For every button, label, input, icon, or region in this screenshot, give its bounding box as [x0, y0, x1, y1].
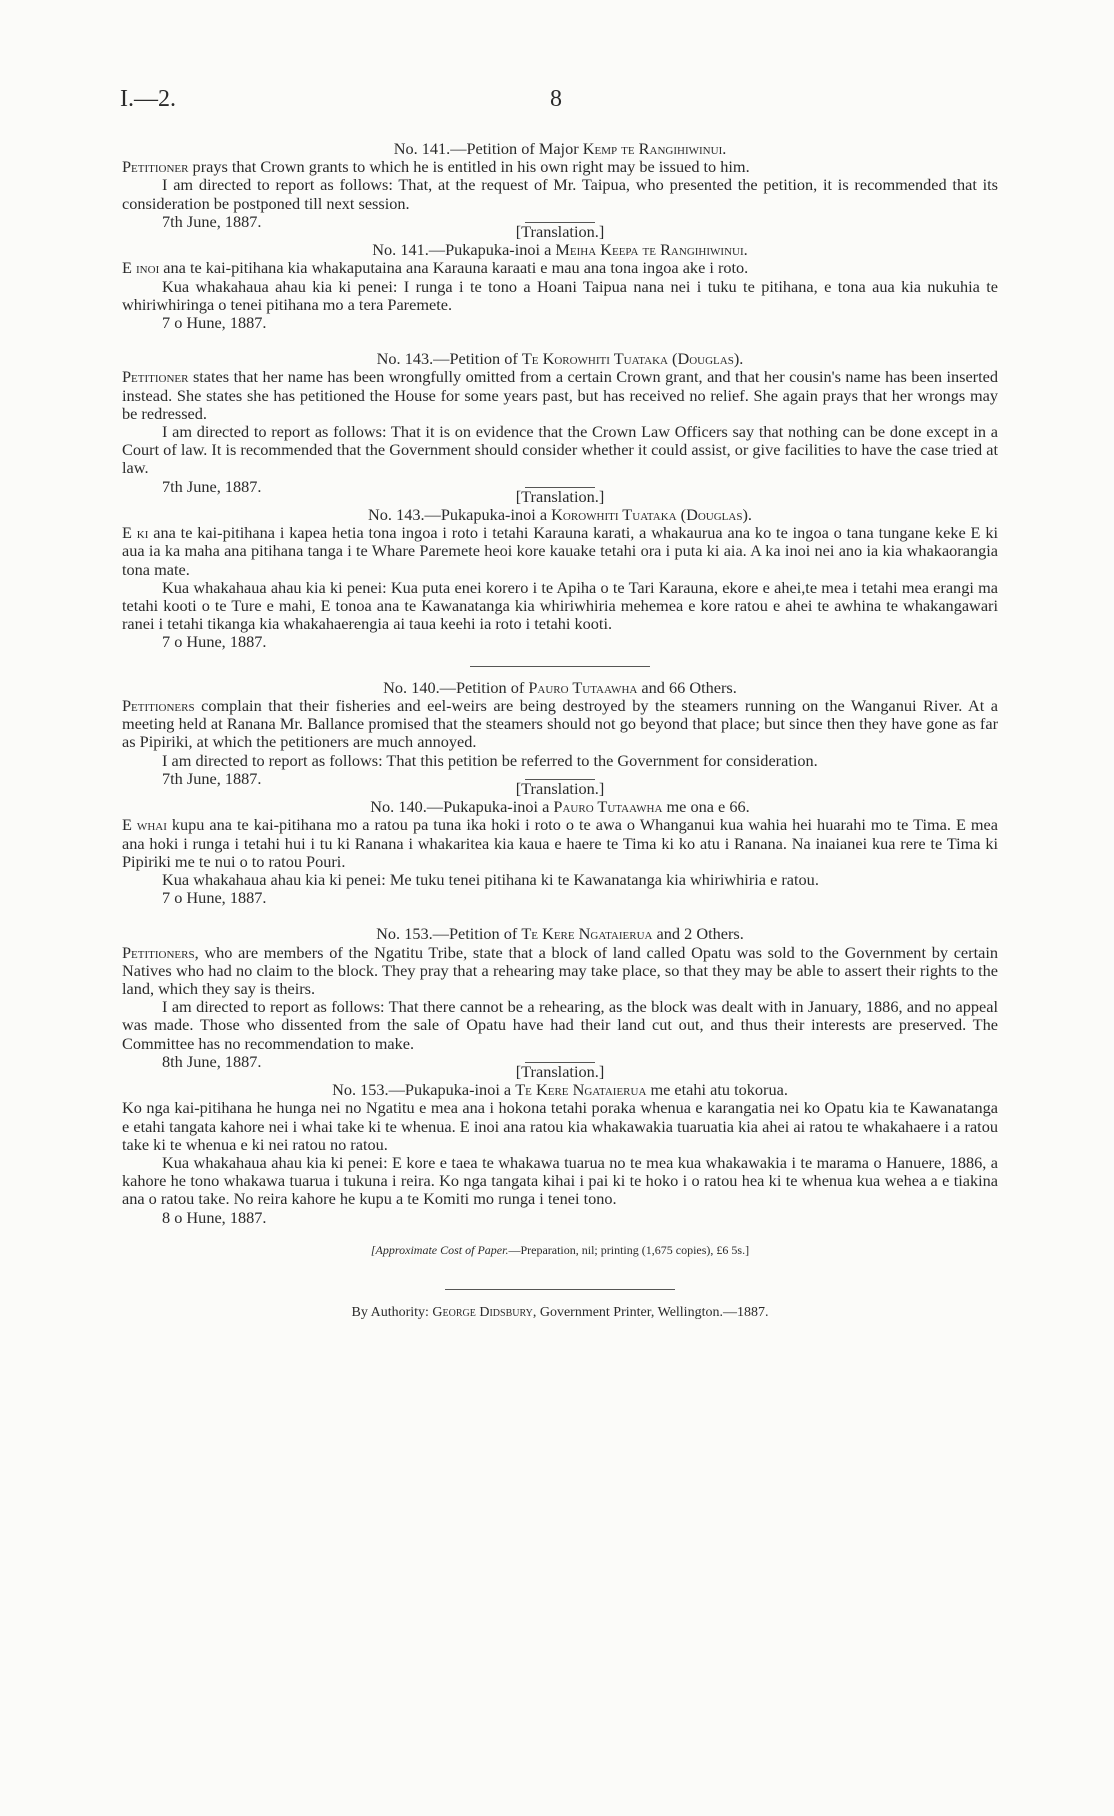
- translation-title: No. 140.—Pukapuka-inoi a Pauro Tutaawha me ona e 66.: [370, 797, 750, 817]
- cost-of-paper-note: [Approximate Cost of Paper.—Preparation, nil; printing (1,675 copies), £6 5s.]: [370, 1242, 750, 1257]
- translation-title: No. 141.—Pukapuka-inoi a Meiha Keepa te Rangihiwinui.: [372, 240, 748, 260]
- translation-summary: Ko nga kai-pitihana he hunga nei no Ngatitu e mea ana i hokona tetahi poraka whenua e karangatia nei ko Opatu kia te Kawanatanga e etahi tangata kahore nei i whai take ki te whenua. E inoi ana ratou kia whakawakia tuaruatia kia ahei ai ratou te whakahaere i a ratou take ki te whenua e ki nei ratou no ratou.: [122, 1098, 998, 1154]
- translation-summary: E ki ana te kai-pitihana i kapea hetia tona ingoa i roto i tetahi Karauna karati, a whakaurua ana ko te ingoa o tana tungane keke E ki aua ia ka maha ana pitihana tanga i te Whare Paremete heoi kore kauake tetahi ora i puta ki aia. A ka inoi nei ano ia kia whakaorangia tona mate.: [122, 523, 998, 579]
- translation-heading: [Translation.]: [515, 778, 605, 798]
- footer-divider: [445, 1289, 675, 1290]
- section-separator: [470, 666, 650, 667]
- report-date: 8th June, 1887.: [162, 1051, 262, 1071]
- report-date: 7th June, 1887.: [162, 211, 262, 231]
- translation-date: 8 o Hune, 1887.: [162, 1207, 267, 1227]
- petition-title: No. 153.—Petition of Te Kere Ngataierua and 2 Others.: [376, 924, 744, 944]
- petition-summary: Petitioner prays that Crown grants to which he is entitled in his own right may be issued to him.: [122, 157, 750, 177]
- translation-title: No. 153.—Pukapuka-inoi a Te Kere Ngataierua me etahi atu tokorua.: [332, 1080, 788, 1100]
- page-header: [120, 86, 1000, 120]
- translation-date: 7 o Hune, 1887.: [162, 313, 267, 333]
- report-date: 7th June, 1887.: [162, 768, 262, 788]
- translation-report: Kua whakahaua ahau kia ki penei: E kore e taea te whakawa tuarua no te mea kua whakawakia i te marama o Hanuere, 1886, a kahore he tono whakawa tuarua i tukuna i reira. Ko nga tangata kihai i pai ki te hoko i o ratou hea ki te whenua kua wehea a e tiakina ana o ratou take. No reira kahore he kupu a te Komiti mo runga i tenei tono.: [122, 1152, 998, 1209]
- committee-report: I am directed to report as follows: That it is on evidence that the Crown Law Officers say that nothing can be done except in a Court of law. It is recommended that the Government should consider whether it could assist, or give facilities to have the case tried at law.: [122, 422, 998, 478]
- translation-summary: E inoi ana te kai-pitihana kia whakaputaina ana Karauna karaati e mau ana tona ingoa ake i roto.: [122, 258, 749, 278]
- translation-report: Kua whakahaua ahau kia ki penei: Kua puta enei korero i te Apiha o te Tari Karauna, ekore e ahei,te mea i tetahi mea erangi ma tetahi kooti o te Ture e mahi, E tonoa ana te Kawanatanga kia whiriwhiria mehemea e kore ratou e ahei te awhina te whakangawari ranei i tetahi tikanga kia whakahaerengia ai taua keehi ia roto i tetahi kooti.: [122, 577, 998, 634]
- petition-title: No. 143.—Petition of Te Korowhiti Tuataka (Douglas).: [376, 349, 744, 369]
- translation-heading: [Translation.]: [515, 486, 605, 506]
- translation-heading: [Translation.]: [515, 222, 605, 242]
- translation-heading: [Translation.]: [515, 1061, 605, 1081]
- petition-summary: Petitioner states that her name has been wrongfully omitted from a certain Crown grant, and that her cousin's name has been inserted instead. She states she has petitioned the House for some years past, but has received no relief. She again prays that her wrongs may be redressed.: [122, 367, 998, 423]
- petition-140: [122, 679, 998, 908]
- translation-title: No. 143.—Pukapuka-inoi a Korowhiti Tuataka (Douglas).: [368, 505, 752, 525]
- committee-report: I am directed to report as follows: That there cannot be a rehearing, as the block was dealt with in January, 1886, and no appeal was made. Those who dissented from the sale of Opatu have had their land cut out, and thus their interests are preserved. The Committee has no recommendation to make.: [122, 997, 998, 1053]
- document-body: [122, 140, 998, 1336]
- spacer: [122, 907, 998, 925]
- committee-report: I am directed to report as follows: That, at the request of Mr. Taipua, who presented the petition, it is recommended that its consideration be postponed till next session.: [122, 175, 998, 213]
- petition-title: No. 141.—Petition of Major Kemp te Rangihiwinui.: [393, 139, 727, 158]
- page-number: 8: [550, 86, 562, 112]
- petition-title: No. 140.—Petition of Pauro Tutaawha and 66 Others.: [383, 677, 737, 697]
- translation-report: Kua whakahaua ahau kia ki penei: Me tuku tenei pitihana ki te Kawanatanga kia whiriwhiria e ratou.: [162, 869, 819, 889]
- spacer: [122, 332, 998, 350]
- translation-date: 7 o Hune, 1887.: [162, 632, 267, 652]
- printer-imprint: By Authority: George Didsbury, Government Printer, Wellington.—1887.: [351, 1304, 769, 1320]
- translation-report: Kua whakahaua ahau kia ki penei: I runga i te tono a Hoani Taipua nana nei i tuku te pitihana, e tona aua kia nukuhia te whiriwhiringa o tenei pitihana mo a tera Paremete.: [122, 276, 998, 314]
- petition-141: [122, 140, 998, 332]
- parliamentary-paper-reference: I.—2.: [120, 86, 176, 112]
- petition-summary: Petitioners complain that their fisheries and eel-weirs are being destroyed by the steamers running on the Wanganui River. At a meeting held at Ranana Mr. Ballance promised that the steamers should not go beyond that place; but since then they have gone as far as Pipiriki, at which the petitioners are much annoyed.: [122, 695, 998, 752]
- committee-report: I am directed to report as follows: That this petition be referred to the Government for consideration.: [162, 750, 818, 770]
- petition-143: [122, 350, 998, 651]
- translation-summary: E whai kupu ana te kai-pitihana mo a ratou pa tuna ika hoki i roto o te awa o Whanganui kua wahia hei huarahi mo te Tima. E mea ana hoki i runga i tetahi hui i tu ki Ranana i whakaritea kia kaua e haere te Tima ki ko atu i Ranana. Na inaianei kua rere te Tima ki Pipiriki me te nui o to ratou Pouri.: [122, 815, 999, 871]
- petition-153: [122, 925, 998, 1226]
- petition-summary: Petitioners, who are members of the Ngatitu Tribe, state that a block of land called Opatu was sold to the Government by certain Natives who had no claim to the block. They pray that a rehearing may take place, so that they may be able to assert their rights to the land, which they say is theirs.: [122, 942, 998, 998]
- translation-date: 7 o Hune, 1887.: [162, 888, 267, 908]
- report-date: 7th June, 1887.: [162, 476, 262, 496]
